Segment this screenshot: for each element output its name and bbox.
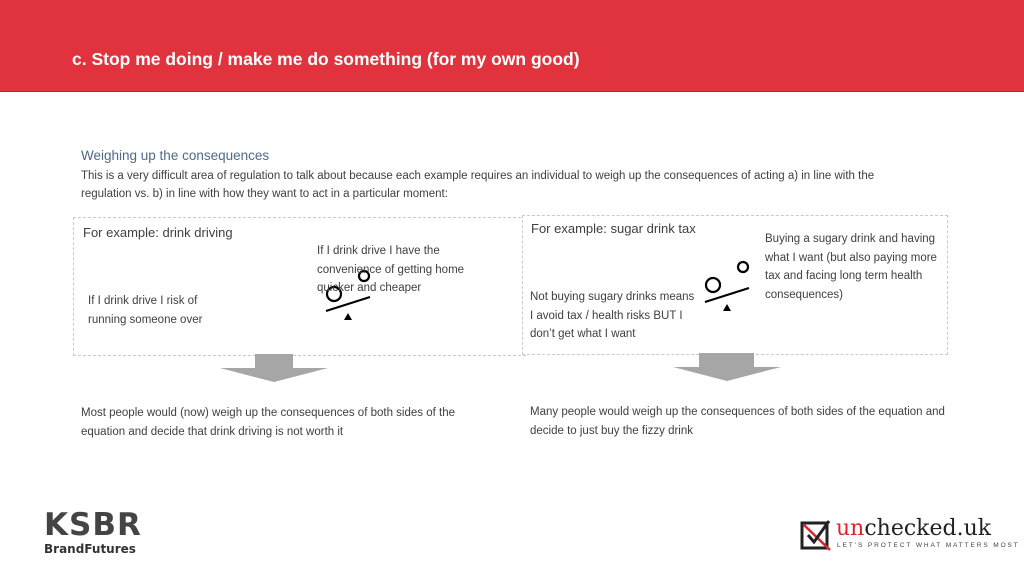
- logo-wordmark-prefix: un: [836, 516, 865, 541]
- section-title: Weighing up the consequences: [81, 148, 270, 163]
- ksbr-brandfutures-logo: [44, 507, 142, 556]
- header-banner: [0, 0, 1024, 92]
- example-box-drink-driving: [73, 217, 526, 356]
- conclusion-text: Most people would (now) weigh up the consequences of both sides of the equation and decide that drink driving is not worth it: [81, 407, 455, 438]
- logo-wordmark-rest: checked.uk: [864, 516, 992, 541]
- logo-wordmark: [836, 516, 991, 541]
- logo-wordmark: KSBR: [44, 507, 142, 543]
- down-arrow-icon: [219, 354, 329, 384]
- example-title: For example: sugar drink tax: [531, 221, 696, 236]
- example-right-text: If I drink drive I have the convenience of getting home quicker and cheaper: [317, 245, 465, 294]
- conclusion-text: Many people would weigh up the consequences of both sides of the equation and decide to just buy the fizzy drink: [530, 406, 945, 437]
- down-arrow-icon: [672, 353, 782, 383]
- logo-tagline: LET’S PROTECT WHAT MATTERS MOST: [837, 542, 1020, 549]
- page-title: c. Stop me doing / make me do something (for my own good): [72, 49, 580, 69]
- example-title: For example: drink driving: [83, 225, 233, 240]
- balance-scale-icon: [699, 256, 755, 312]
- example-box-sugar-tax: [522, 215, 948, 355]
- example-right-text: Buying a sugary drink and having what I want (but also paying more tax and facing long term health consequences): [765, 233, 937, 301]
- example-left-text: Not buying sugary drinks means I avoid tax / health risks BUT I don’t get what I want: [530, 291, 695, 340]
- intro-text: This is a very difficult area of regulation to talk about because each example requires an individual to weigh up the consequences of acting a) in line with the regulation vs. b) in line with how they want to act in a particular moment:: [81, 170, 875, 200]
- logo-subtitle: BrandFutures: [44, 542, 136, 556]
- example-left-text: If I drink drive I risk of running someone over: [88, 295, 203, 326]
- unchecked-checkbox-icon: [800, 519, 832, 551]
